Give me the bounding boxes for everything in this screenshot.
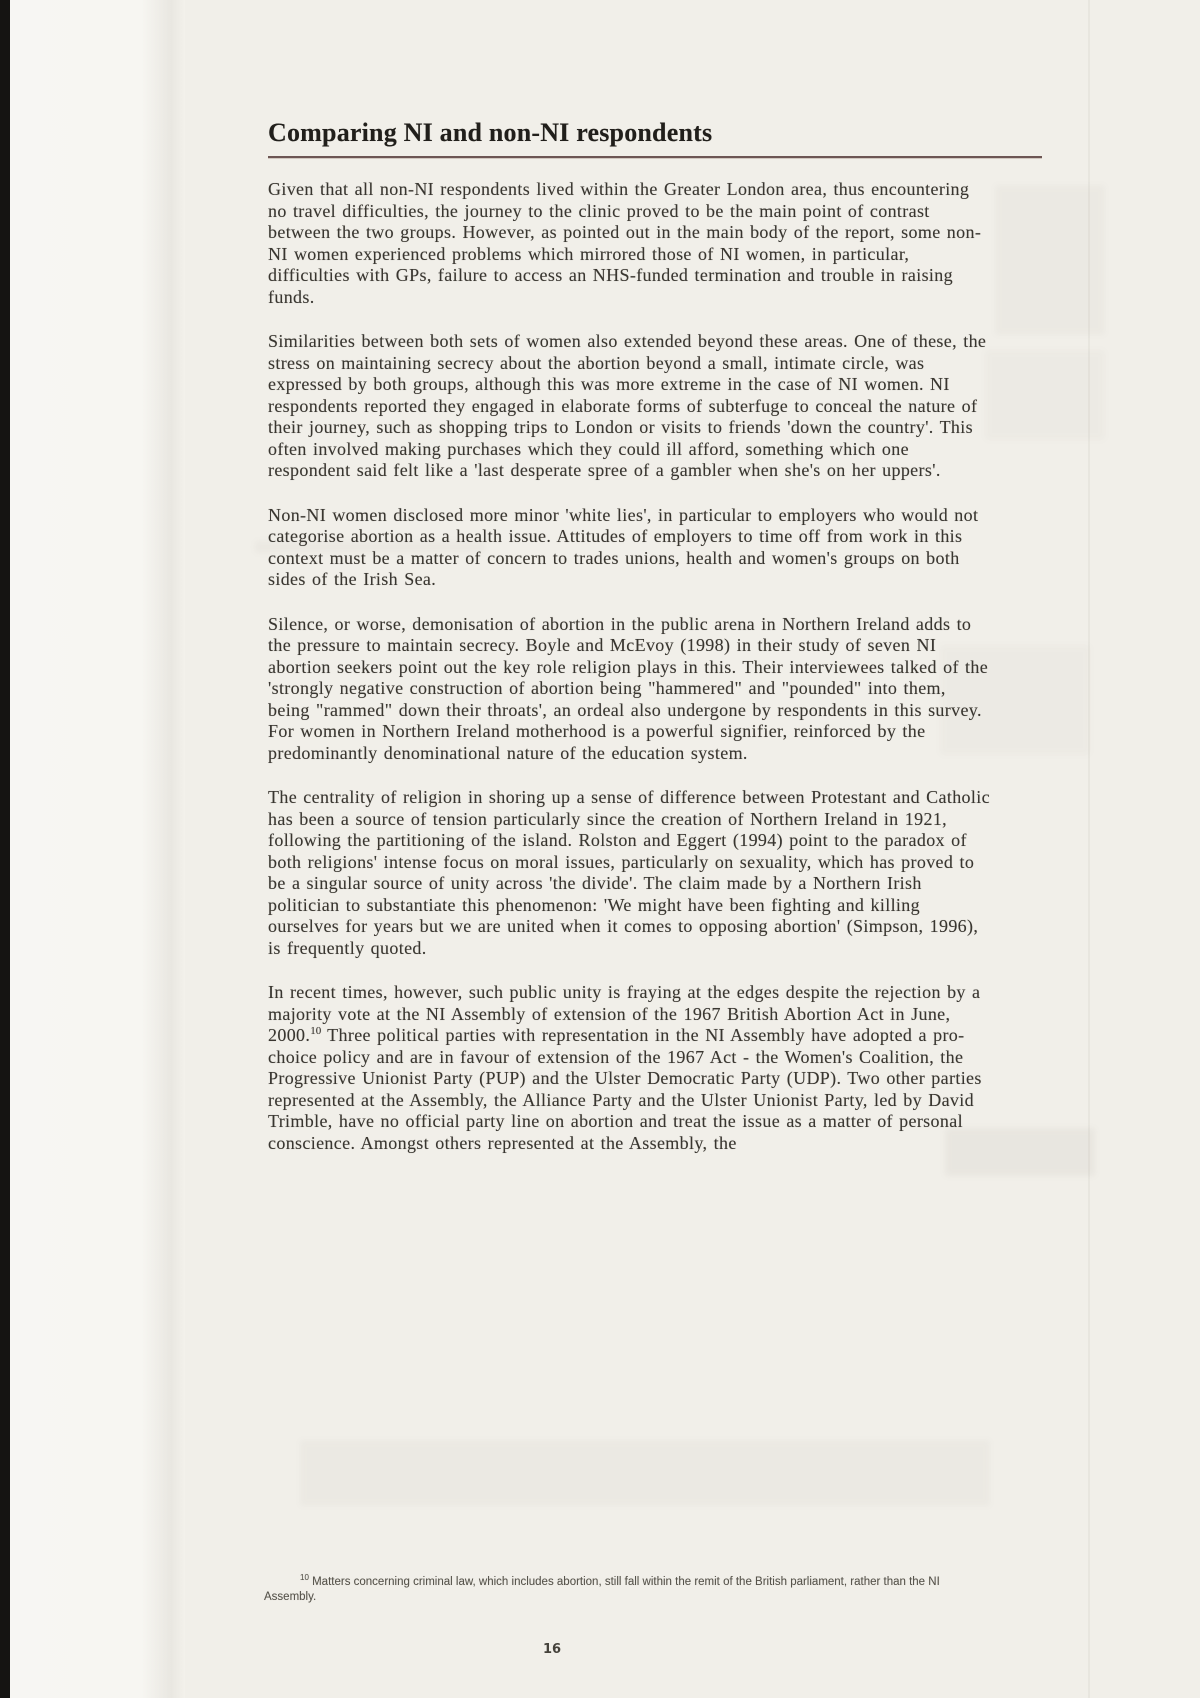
page-edge-shadow — [1088, 0, 1090, 1698]
heading-rule — [268, 156, 1042, 158]
paragraph-text: In recent times, however, such public unity is fraying at the edges despite the rejection by a majority vote at the NI Assembly of extension of the 1967 British Abortion Act in June, 2000. — [268, 982, 981, 1045]
footnote-number: 10 — [300, 1572, 309, 1582]
scan-edge-strip — [0, 0, 10, 1698]
body-text — [268, 179, 992, 1154]
paragraph: Silence, or worse, demonisation of abortion in the public arena in Northern Ireland adds to the pressure to maintain secrecy. Boyle and McEvoy (1998) in their study of seven NI abortion seekers point out the key role religion plays in this. Their interviewees talked of the 'strongly negative construction of abortion being "hammered" and "pounded" into them, being "rammed" down their throats', an ordeal also undergone by respondents in this survey. For women in Northern Ireland motherhood is a powerful signifier, reinforced by the predominantly denominational nature of the education system. — [268, 613, 989, 763]
paragraph: Similarities between both sets of women also extended beyond these areas. One of these, the stress on maintaining secrecy about the abortion beyond a small, intimate circle, was expressed by both groups, although this was more extreme in the case of NI women. NI respondents reported they engaged in elaborate forms of subterfuge to conceal the nature of their journey, such as shopping trips to London or visits to friends 'down the country'. This often involved making purchases which they could ill afford, something which one respondent said felt like a 'last desperate spree of a gambler when she's on her uppers'. — [268, 331, 987, 480]
page-gutter-fold — [10, 0, 185, 1698]
section-heading: Comparing NI and non-NI respondents — [268, 118, 713, 147]
footnote — [264, 1570, 964, 1606]
paragraph-text: Three political parties with representation in the NI Assembly have adopted a pro-choice policy and are in favour of extension of the 1967 Act - the Women's Coalition, the Progressive Unionist Party (PUP) and the Ulster Democratic Party (UDP). Two other parties represented at the Assembly, the Alliance Party and the Ulster Unionist Party, led by David Trimble, have no official party line on abortion and treat the issue as a matter of personal conscience. Amongst others represented at the Assembly, the — [268, 1025, 982, 1153]
paragraph — [268, 982, 992, 1154]
footnote-text: Matters concerning criminal law, which includes abortion, still fall within the remit of the British parliament, rather than the NI Assembly. — [264, 1575, 940, 1604]
paragraph: Non-NI women disclosed more minor 'white lies', in particular to employers who would not categorise abortion as a health issue. Attitudes of employers to time off from work in this context must be a matter of concern to trades unions, health and women's groups on both sides of the Irish Sea. — [268, 504, 979, 589]
text-column — [268, 118, 1042, 1154]
page-number: 16 — [543, 1642, 562, 1657]
footnote-marker: 10 — [310, 1025, 322, 1037]
paragraph: Given that all non-NI respondents lived within the Greater London area, thus encountering no travel difficulties, the journey to the clinic proved to be the main point of contrast between the two groups. However, as pointed out in the main body of the report, some non-NI women experienced problems which mirrored those of NI women, in particular, difficulties with GPs, failure to access an NHS-funded termination and trouble in raising funds. — [268, 179, 982, 307]
show-through-artifact — [300, 1440, 990, 1506]
paragraph: The centrality of religion in shoring up a sense of difference between Protestant and Catholic has been a source of tension particularly since the creation of Northern Ireland in 1921, following the partitioning of the island. Rolston and Eggert (1994) point to the paradox of both religions' intense focus on moral issues, particularly on sexuality, which has proved to be a singular source of unity across 'the divide'. The claim made by a Northern Irish politician to substantiate this phenomenon: 'We might have been fighting and killing ourselves for years but we are united when it comes to opposing abortion' (Simpson, 1996), is frequently quoted. — [268, 787, 990, 958]
